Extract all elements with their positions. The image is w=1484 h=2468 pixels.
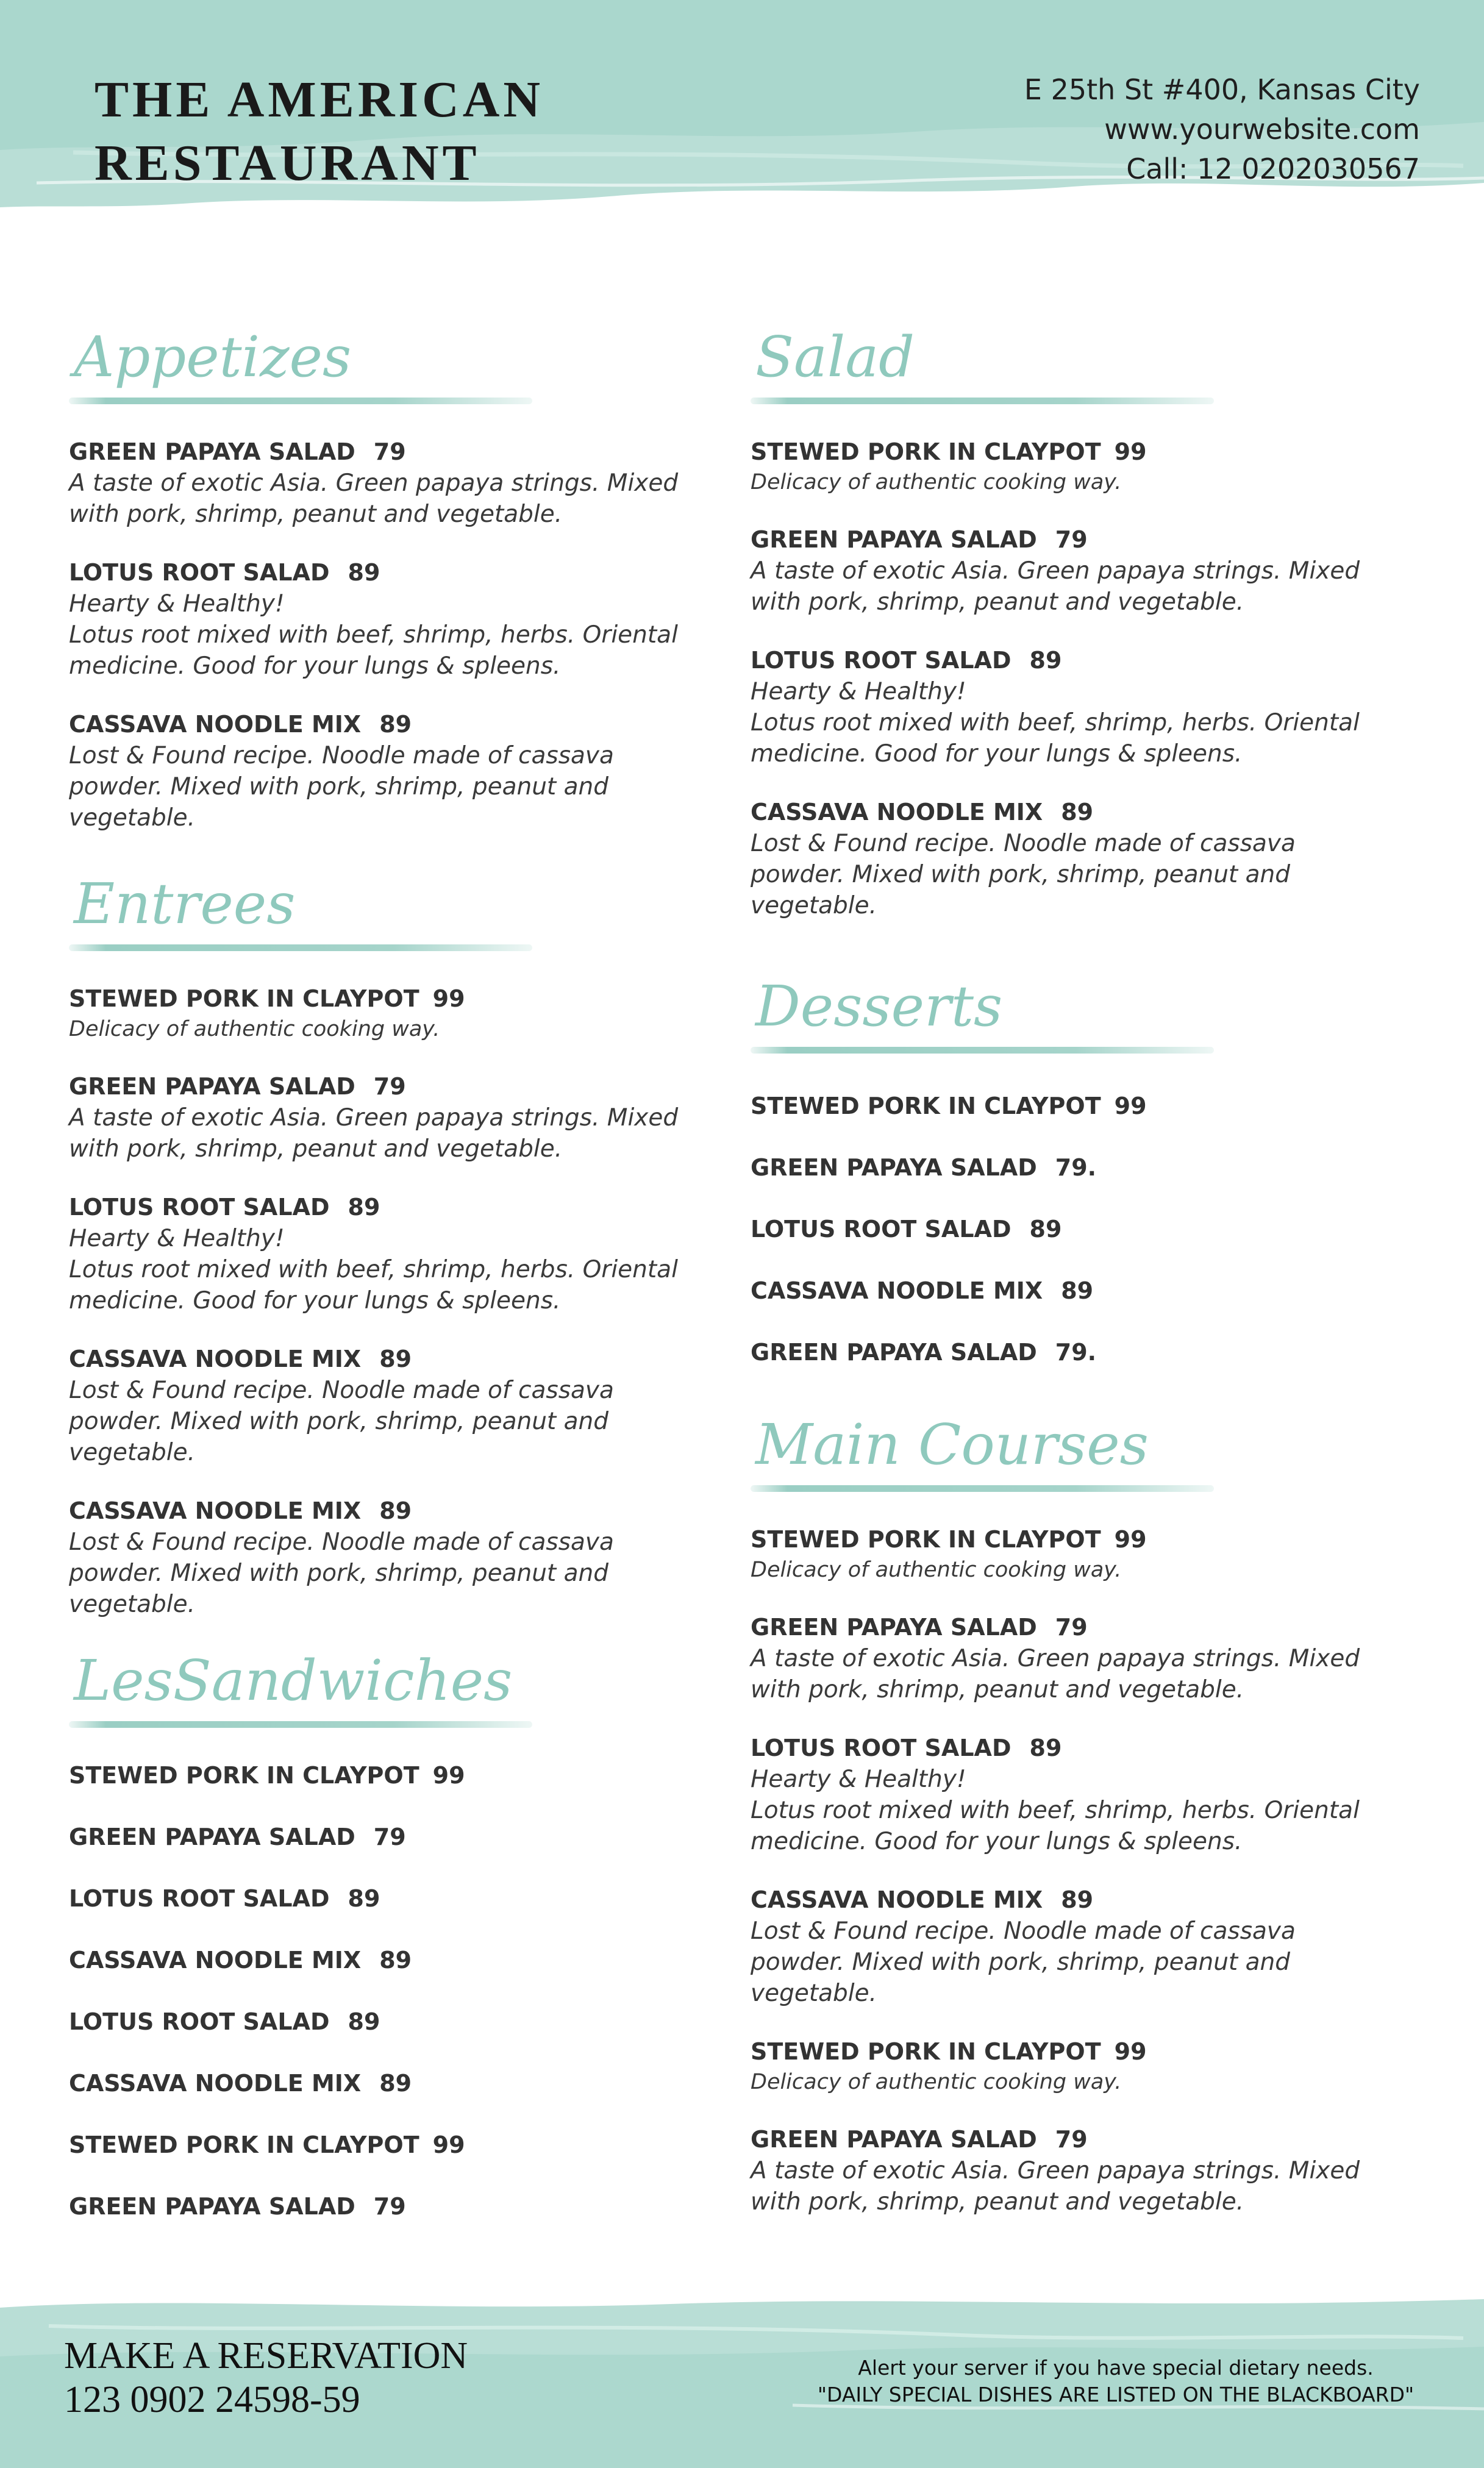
item-price: 89: [1029, 1735, 1062, 1761]
item-description: Lost & Found recipe. Noodle made of cassava powder. Mixed with pork, shrimp, peanut and vegetable.: [751, 830, 1296, 919]
item-price: 79: [1055, 2126, 1088, 2153]
item-description: A taste of exotic Asia. Green papaya strings. Mixed with pork, shrimp, peanut and vegetable.: [751, 557, 1360, 616]
left-column: [69, 323, 715, 2252]
item-price: 89: [1061, 799, 1094, 826]
menu-item: [69, 2006, 715, 2038]
menu-item: [69, 436, 715, 530]
menu-item: [69, 1343, 715, 1468]
section-desserts: [751, 972, 1397, 1368]
item-name: STEWED PORK IN CLAYPOT: [751, 1093, 1101, 1119]
item-description: Lost & Found recipe. Noodle made of cassava powder. Mixed with pork, shrimp, peanut and vegetable.: [69, 1377, 614, 1466]
menu-item: [69, 1760, 715, 1791]
item-price: 89: [348, 559, 380, 586]
item-name: CASSAVA NOODLE MIX: [69, 711, 362, 738]
item-price: 99: [1114, 1093, 1147, 1119]
item-price: 89: [379, 1497, 412, 1524]
menu-item: [69, 1495, 715, 1620]
menu-item: [751, 1611, 1397, 1705]
item-name: LOTUS ROOT SALAD: [69, 1194, 330, 1221]
menu-item: [69, 557, 715, 682]
item-description: Lotus root mixed with beef, shrimp, herbs. Oriental medicine. Good for your lungs & spleens.: [69, 621, 678, 680]
item-price: 79: [1055, 526, 1088, 553]
item-price: 79: [373, 438, 406, 465]
section-entrees: [69, 870, 715, 1620]
restaurant-name: [95, 68, 544, 195]
item-price: 89: [379, 711, 412, 738]
item-name: LOTUS ROOT SALAD: [69, 1885, 330, 1912]
item-price: 89: [1029, 647, 1062, 674]
menu-item: [69, 1944, 715, 1976]
menu-item: [69, 2191, 715, 2222]
menu-item: [69, 983, 715, 1044]
item-name: CASSAVA NOODLE MIX: [751, 799, 1043, 826]
daily-special-note: "DAILY SPECIAL DISHES ARE LISTED ON THE BLACKBOARD": [817, 2383, 1414, 2406]
item-price: 99: [432, 2131, 465, 2158]
menu-item: [751, 2124, 1397, 2217]
right-column: [751, 323, 1397, 2244]
item-description: Lotus root mixed with beef, shrimp, herbs. Oriental medicine. Good for your lungs & spleens.: [751, 1797, 1360, 1855]
item-name: GREEN PAPAYA SALAD: [69, 2193, 355, 2220]
item-description: A taste of exotic Asia. Green papaya strings. Mixed with pork, shrimp, peanut and vegetable.: [69, 469, 679, 528]
menu-item: [751, 1732, 1397, 1857]
item-description: Delicacy of authentic cooking way.: [751, 470, 1122, 494]
menu-item: [751, 796, 1397, 921]
item-tagline: Hearty & Healthy!: [751, 1766, 966, 1793]
item-price: 79: [373, 2193, 406, 2220]
item-name: LOTUS ROOT SALAD: [69, 559, 330, 586]
item-name: LOTUS ROOT SALAD: [751, 1735, 1011, 1761]
section-salad: [751, 323, 1397, 921]
item-description: Lost & Found recipe. Noodle made of cassava powder. Mixed with pork, shrimp, peanut and vegetable.: [69, 1528, 614, 1618]
section-heading: Desserts: [755, 974, 1003, 1039]
reservation-label: MAKE A RESERVATION: [64, 2335, 468, 2377]
section-divider: [751, 398, 1214, 404]
item-name: LOTUS ROOT SALAD: [751, 1216, 1011, 1243]
menu-item: [751, 644, 1397, 769]
section-heading: Main Courses: [755, 1412, 1149, 1477]
website-link[interactable]: www.yourwebsite.com: [1104, 113, 1420, 146]
item-description: Delicacy of authentic cooking way.: [69, 1017, 440, 1041]
address: E 25th St #400, Kansas City: [1024, 73, 1420, 106]
item-name: CASSAVA NOODLE MIX: [69, 1346, 362, 1372]
item-name: STEWED PORK IN CLAYPOT: [751, 438, 1101, 465]
menu-item: [69, 1821, 715, 1853]
item-price: 99: [432, 1762, 465, 1789]
reservation-phone: 123 0902 24598-59: [64, 2379, 360, 2420]
item-price: 89: [1061, 1277, 1094, 1304]
item-description: Lost & Found recipe. Noodle made of cassava powder. Mixed with pork, shrimp, peanut and vegetable.: [69, 742, 614, 832]
item-price: 99: [432, 985, 465, 1012]
phone-number: Call: 12 0202030567: [1126, 152, 1420, 185]
item-name: STEWED PORK IN CLAYPOT: [751, 1526, 1101, 1553]
section-heading: Entrees: [74, 871, 296, 936]
menu-item: [69, 2067, 715, 2099]
item-name: LOTUS ROOT SALAD: [69, 2008, 330, 2035]
section-divider: [69, 1721, 532, 1728]
item-name: GREEN PAPAYA SALAD: [751, 1614, 1037, 1641]
item-price: 99: [1114, 1526, 1147, 1553]
item-description: Lotus root mixed with beef, shrimp, herbs. Oriental medicine. Good for your lungs & spleens.: [751, 709, 1360, 768]
item-description: A taste of exotic Asia. Green papaya strings. Mixed with pork, shrimp, peanut and vegetable.: [751, 1645, 1360, 1703]
item-name: CASSAVA NOODLE MIX: [69, 1497, 362, 1524]
section-divider: [69, 398, 532, 404]
restaurant-name-line-1: THE AMERICAN: [95, 71, 544, 128]
item-description: Lotus root mixed with beef, shrimp, herbs. Oriental medicine. Good for your lungs & spleens.: [69, 1256, 678, 1314]
item-description: Delicacy of authentic cooking way.: [751, 1558, 1122, 1582]
item-name: STEWED PORK IN CLAYPOT: [751, 2038, 1101, 2065]
section-heading: Salad: [755, 324, 915, 390]
item-price: 89: [348, 1194, 380, 1221]
item-description: Lost & Found recipe. Noodle made of cassava powder. Mixed with pork, shrimp, peanut and vegetable.: [751, 1917, 1296, 2007]
item-price: 89: [379, 2070, 412, 2097]
section-appetizers: [69, 323, 715, 833]
section-divider: [69, 944, 532, 951]
item-price: 79.: [1055, 1154, 1097, 1181]
item-price: 79.: [1055, 1339, 1097, 1366]
section-heading: LesSandwiches: [74, 1648, 513, 1713]
item-price: 79: [1055, 1614, 1088, 1641]
item-price: 89: [1061, 1886, 1094, 1913]
item-tagline: Hearty & Healthy!: [751, 678, 966, 705]
menu-item: [751, 2036, 1397, 2097]
item-description: Delicacy of authentic cooking way.: [751, 2070, 1122, 2094]
item-name: STEWED PORK IN CLAYPOT: [69, 2131, 419, 2158]
contact-info: [1024, 70, 1420, 189]
item-name: CASSAVA NOODLE MIX: [69, 1947, 362, 1974]
item-name: CASSAVA NOODLE MIX: [751, 1886, 1043, 1913]
item-name: GREEN PAPAYA SALAD: [751, 526, 1037, 553]
item-price: 79: [373, 1073, 406, 1100]
item-price: 79: [373, 1824, 406, 1850]
menu-item: [751, 1336, 1397, 1368]
reservation-block: [64, 2334, 468, 2422]
item-name: CASSAVA NOODLE MIX: [69, 2070, 362, 2097]
item-price: 99: [1114, 2038, 1147, 2065]
menu-item: [751, 1884, 1397, 2009]
section-heading: Appetizes: [74, 324, 352, 390]
footer-notes: [811, 2355, 1421, 2408]
item-name: GREEN PAPAYA SALAD: [751, 1339, 1037, 1366]
menu-item: [751, 524, 1397, 618]
menu-item: [751, 436, 1397, 497]
menu-item: [751, 1524, 1397, 1585]
item-price: 99: [1114, 438, 1147, 465]
menu-item: [751, 1152, 1397, 1183]
menu-item: [751, 1275, 1397, 1307]
item-name: LOTUS ROOT SALAD: [751, 647, 1011, 674]
item-name: GREEN PAPAYA SALAD: [69, 1073, 355, 1100]
item-price: 89: [1029, 1216, 1062, 1243]
item-price: 89: [379, 1947, 412, 1974]
menu-item: [69, 1071, 715, 1164]
item-price: 89: [379, 1346, 412, 1372]
item-tagline: Hearty & Healthy!: [69, 1225, 285, 1252]
menu-item: [69, 2129, 715, 2161]
menu-item: [69, 1191, 715, 1316]
item-price: 89: [348, 1885, 380, 1912]
item-tagline: Hearty & Healthy!: [69, 590, 285, 618]
menu-item: [69, 1883, 715, 1914]
dietary-note: Alert your server if you have special dietary needs.: [858, 2356, 1374, 2380]
item-name: GREEN PAPAYA SALAD: [69, 1824, 355, 1850]
item-name: GREEN PAPAYA SALAD: [69, 438, 355, 465]
section-sandwiches: [69, 1647, 715, 2222]
restaurant-name-line-2: RESTAURANT: [95, 135, 480, 191]
section-divider: [751, 1047, 1214, 1054]
item-name: GREEN PAPAYA SALAD: [751, 2126, 1037, 2153]
menu-item: [69, 708, 715, 833]
item-name: STEWED PORK IN CLAYPOT: [69, 985, 419, 1012]
item-description: A taste of exotic Asia. Green papaya strings. Mixed with pork, shrimp, peanut and vegetable.: [69, 1104, 679, 1163]
item-price: 89: [348, 2008, 380, 2035]
item-description: A taste of exotic Asia. Green papaya strings. Mixed with pork, shrimp, peanut and vegetable.: [751, 2157, 1360, 2216]
section-main-courses: [751, 1411, 1397, 2217]
menu-item: [751, 1090, 1397, 1122]
menu-item: [751, 1213, 1397, 1245]
item-name: CASSAVA NOODLE MIX: [751, 1277, 1043, 1304]
item-name: GREEN PAPAYA SALAD: [751, 1154, 1037, 1181]
item-name: STEWED PORK IN CLAYPOT: [69, 1762, 419, 1789]
section-divider: [751, 1485, 1214, 1492]
